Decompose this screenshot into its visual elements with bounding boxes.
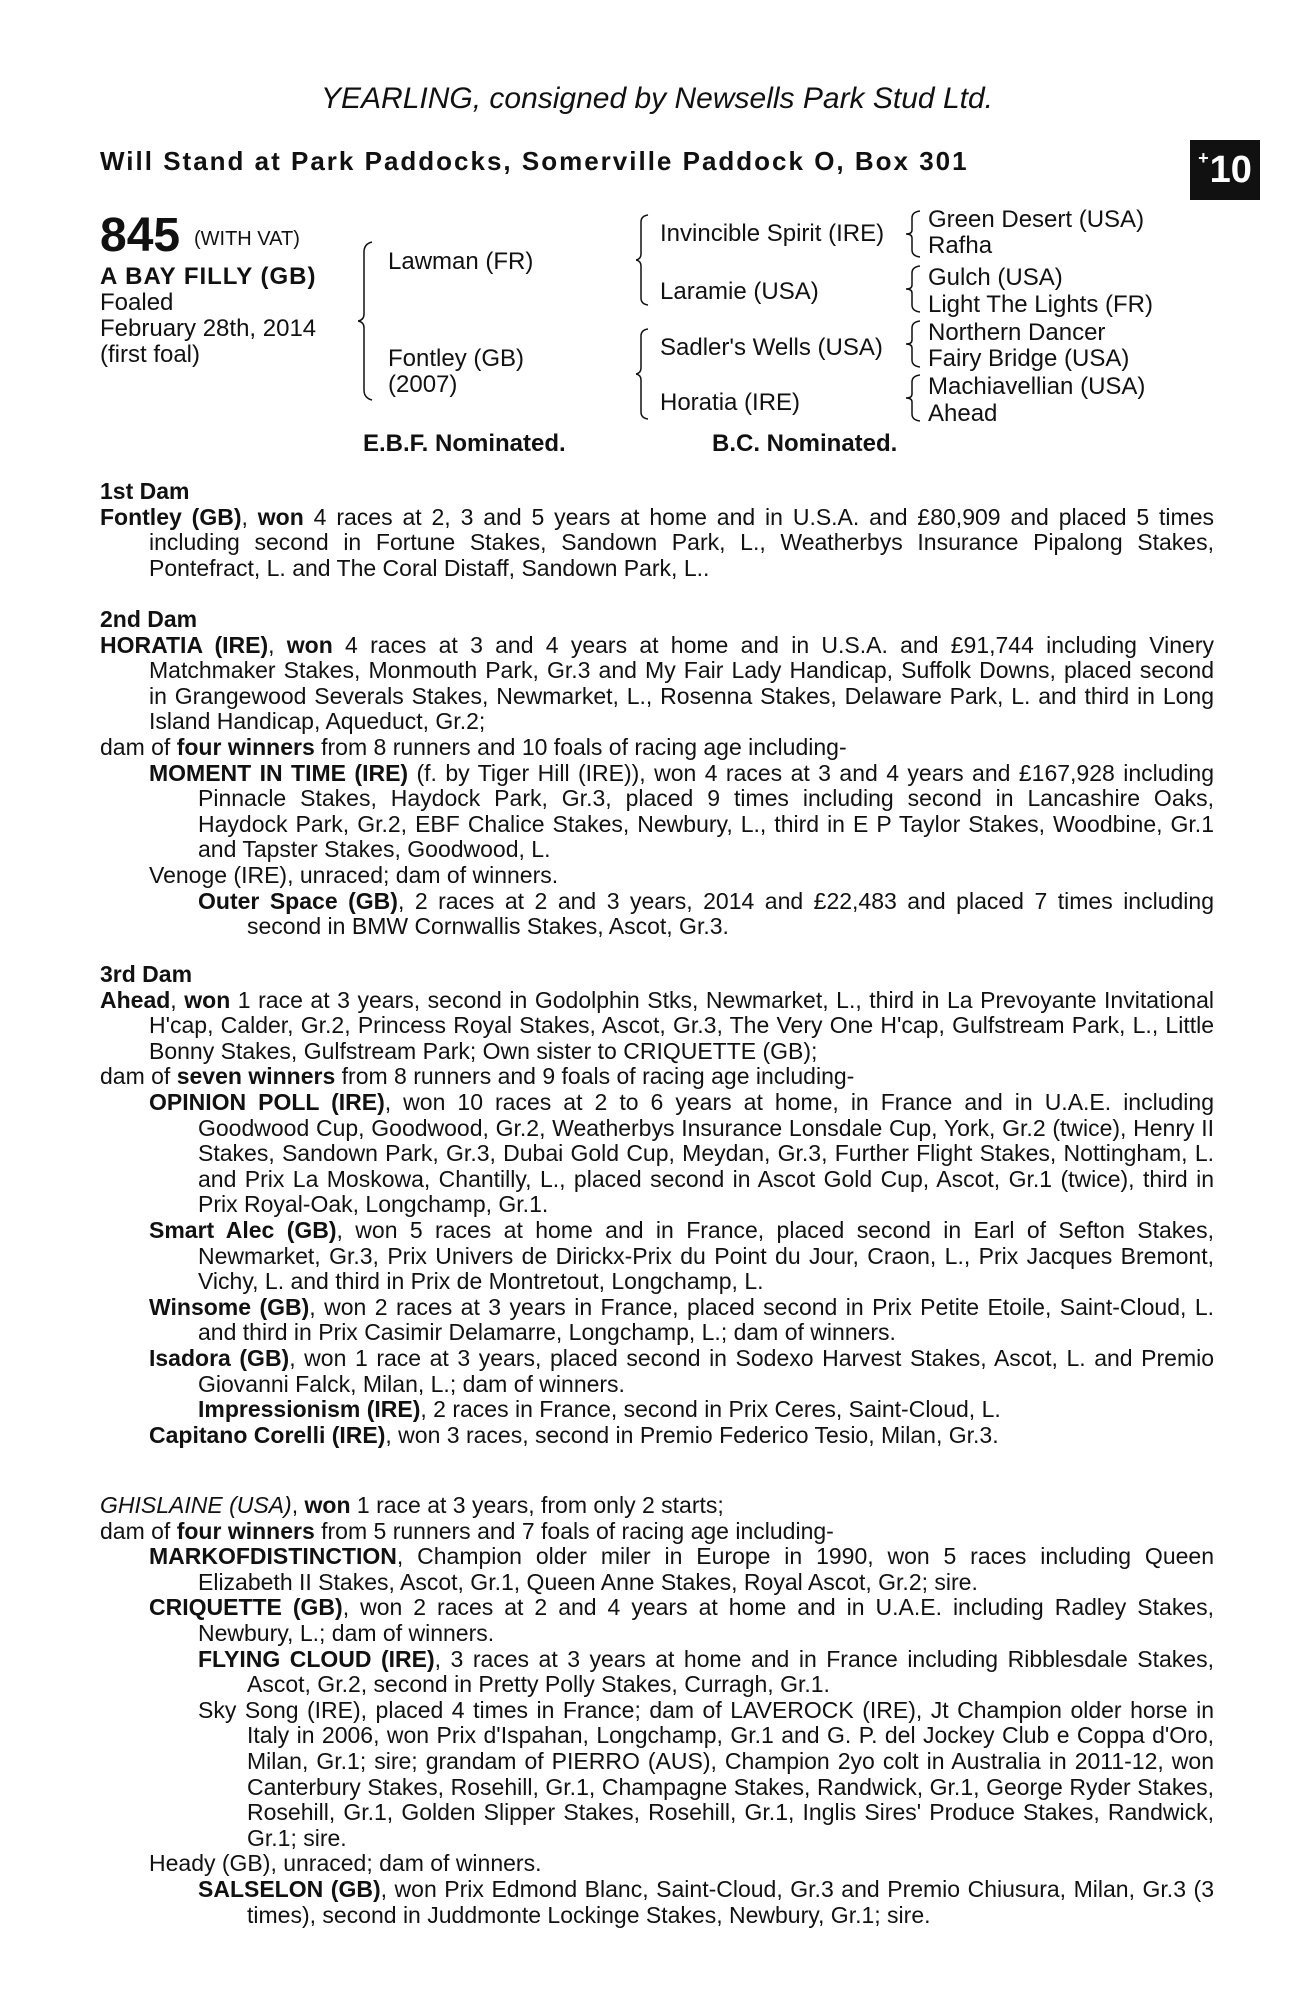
damof-post: from 8 runners and 9 foals of racing age including- xyxy=(335,1063,855,1090)
first-dam-name: Fontley (GB) xyxy=(100,503,242,530)
damof-pre: dam of xyxy=(100,733,177,760)
progeny-text: , placed 4 times in France; dam of LAVEROCK (IRE), Jt Champion older horse in Italy in 2006, won Prix d'Ispahan, Longchamp, Gr.1 and G. P. del Jockey Club e Coppa d'Oro, Milan, Gr.1; sire; grandam of PIERRO (AUS), Champion 2yo colt in Australia in 2011-12, won Canterbury Stakes, Rosehill, Gr.1, Champagne Stakes, Randwick, Gr.1, George Ryder Stakes, Rosehill, Gr.1, Golden Slipper Stakes, Rosehill, Gr.1, Inglis Sires' Produce Stakes, Randwick, Gr.1; sire. xyxy=(247,1696,1214,1851)
dam-dam-dam: Ahead xyxy=(928,400,998,427)
brace-sd xyxy=(900,263,926,315)
second-dam-won: won xyxy=(286,631,333,658)
ghislaine-section xyxy=(100,1493,1214,1928)
lot-number: 845 xyxy=(100,209,181,262)
progeny-item xyxy=(100,1090,1214,1218)
progeny-name: MOMENT IN TIME (IRE) xyxy=(149,759,409,786)
bc-nominated: B.C. Nominated. xyxy=(712,430,898,457)
brace-ss xyxy=(900,208,926,260)
third-dam-record: Ahead, won 1 race at 3 years, second in Godolphin Stks, Newmarket, L., third in La Prevoyante Invitational H'cap, Calder, Gr.2, Princess Royal Stakes, Ascot, Gr.3, The Very One H'cap, Gulfstream Park, L., Little Bonny Stakes, Gulfstream Park; Own sister to CRIQUETTE (GB); xyxy=(100,986,1215,1064)
progeny-text: , unraced; dam of winners. xyxy=(270,1850,542,1877)
progeny-item xyxy=(100,1397,1214,1423)
progeny-text: , 3 races at 3 years at home and in France including Ribblesdale Stakes, Ascot, Gr.2, second in Pretty Polly Stakes, Curragh, Gr.1. xyxy=(247,1645,1214,1698)
progeny-item xyxy=(100,1851,1214,1877)
progeny-item xyxy=(100,1647,1214,1698)
progeny-text: , won 1 race at 3 years, placed second in Sodexo Harvest Stakes, Ascot, L. and Premio Giovanni Falck, Milan, L.; dam of winners. xyxy=(198,1344,1215,1397)
third-dam-name: Ahead xyxy=(100,986,171,1013)
sire-sire: Invincible Spirit (IRE) xyxy=(660,220,885,247)
lot-vat: (WITH VAT) xyxy=(194,228,300,250)
dam-brace xyxy=(636,326,656,421)
progeny-name: Venoge (IRE) xyxy=(149,861,288,888)
progeny-item xyxy=(100,1877,1214,1928)
dam-name: Fontley (GB) xyxy=(388,345,525,372)
sire-sire-sire: Green Desert (USA) xyxy=(928,206,1145,233)
sire-name: Lawman (FR) xyxy=(388,248,534,275)
lot-note: (first foal) xyxy=(100,341,201,368)
second-dam-heading: 2nd Dam xyxy=(100,606,198,632)
second-dam-section xyxy=(100,607,1214,940)
progeny-name: Outer Space (GB) xyxy=(198,887,398,914)
ghislaine-name: GHISLAINE (USA) xyxy=(100,1492,292,1518)
damof-winners: seven winners xyxy=(176,1063,336,1090)
progeny-text: , unraced; dam of winners. xyxy=(287,861,559,888)
progeny-item xyxy=(100,863,1214,889)
first-dam-section xyxy=(100,479,1214,581)
progeny-item xyxy=(100,1218,1214,1295)
damof-post: from 8 runners and 10 foals of racing age including- xyxy=(314,733,847,760)
ghislaine-record: GHISLAINE (USA), won 1 race at 3 years, from only 2 starts; xyxy=(100,1492,724,1518)
damof-winners: four winners xyxy=(176,1517,315,1544)
first-dam-record: Fontley (GB), won 4 races at 2, 3 and 5 years at home and in U.S.A. and £80,909 and placed 5 times including second in Fortune Stakes, Sandown Park, L., Weatherbys Insurance Pipalong Stakes, Pontefract, L. and The Coral Distaff, Sandown Park, L.. xyxy=(100,503,1214,581)
progeny-text: (f. by Tiger Hill (IRE)), won 4 races at 3 and 4 years and £167,928 including Pinnacle Stakes, Haydock Park, Gr.3, placed 9 times including second in Lancashire Oaks, Haydock Park, Gr.2, EBF Chalice Stakes, Newbury, L., third in E P Taylor Stakes, Woodbine, Gr.1 and Tapster Stakes, Goodwood, L. xyxy=(198,759,1214,863)
progeny-item xyxy=(100,1295,1214,1346)
progeny-name: MARKOFDISTINCTION xyxy=(149,1543,397,1570)
progeny-name: Smart Alec (GB) xyxy=(149,1216,337,1243)
barn-badge xyxy=(1190,140,1260,200)
ghislaine-text: 1 race at 3 years, from only 2 starts; xyxy=(350,1492,724,1518)
damof-pre: dam of xyxy=(100,1063,177,1090)
progeny-item xyxy=(100,1346,1214,1397)
second-dam-text: 4 races at 3 and 4 years at home and in U.S.A. and £91,744 including Vinery Matchmaker Stakes, Monmouth Park, Gr.3 and My Fair Lady Handicap, Suffolk Downs, placed second in Grangewood Severals Stakes, Newmarket, L., Rosenna Stakes, Delaware Park, L. and third in Long Island Handicap, Aqueduct, Gr.2; xyxy=(149,631,1214,735)
progeny-item xyxy=(100,1595,1214,1646)
second-dam-name: HORATIA (IRE) xyxy=(100,631,269,658)
third-dam-heading: 3rd Dam xyxy=(100,961,193,987)
progeny-name: Heady (GB) xyxy=(149,1850,271,1877)
progeny-text: , won 2 races at 2 and 4 years at home and in U.A.E. including Radley Stakes, Newbury, L.; dam of winners. xyxy=(198,1594,1214,1646)
third-dam-text: 1 race at 3 years, second in Godolphin Stks, Newmarket, L., third in La Prevoyante Invitational H'cap, Calder, Gr.2, Princess Royal Stakes, Ascot, Gr.3, The Very One H'cap, Gulfstream Park, L., Little Bonny Stakes, Gulfstream Park; Own sister to CRIQUETTE (GB); xyxy=(149,986,1215,1064)
sire-sire-dam: Rafha xyxy=(928,232,993,259)
progeny-text: , 2 races at 2 and 3 years, 2014 and £22,483 and placed 7 times including second in BMW Cornwallis Stakes, Ascot, Gr.3. xyxy=(247,887,1214,940)
third-dam-won: won xyxy=(184,986,231,1013)
dam-dam-sire: Machiavellian (USA) xyxy=(928,373,1146,400)
progeny-text: , 2 races in France, second in Prix Ceres, Saint-Cloud, L. xyxy=(420,1396,1001,1423)
progeny-name: Winsome (GB) xyxy=(149,1293,310,1320)
brace-ds xyxy=(900,318,926,370)
progeny-text: , won 3 races, second in Premio Federico Tesio, Milan, Gr.3. xyxy=(385,1421,999,1448)
ghislaine-damof xyxy=(100,1519,1214,1545)
progeny-name: Impressionism (IRE) xyxy=(198,1396,421,1423)
badge-value: 10 xyxy=(1209,148,1252,191)
sire-dam-dam: Light The Lights (FR) xyxy=(928,291,1153,318)
lot-title: A BAY FILLY (GB) xyxy=(100,263,317,290)
foaled-date: February 28th, 2014 xyxy=(100,315,317,342)
progeny-name: CRIQUETTE (GB) xyxy=(149,1594,343,1621)
stall-location: Will Stand at Park Paddocks, Somerville Paddock O, Box 301 xyxy=(100,146,969,176)
dam-sire-sire: Northern Dancer xyxy=(928,319,1106,346)
progeny-text: , won 2 races at 3 years in France, placed second in Prix Petite Etoile, Saint-Cloud, L. and third in Prix Casimir Delamarre, Longchamp, L.; dam of winners. xyxy=(198,1293,1214,1346)
dam-sire-dam: Fairy Bridge (USA) xyxy=(928,345,1130,372)
second-dam-damof xyxy=(100,735,1214,761)
progeny-name: Sky Song (IRE) xyxy=(198,1696,361,1723)
first-dam-text: 4 races at 2, 3 and 5 years at home and in U.S.A. and £80,909 and placed 5 times including second in Fortune Stakes, Sandown Park, L., Weatherbys Insurance Pipalong Stakes, Pontefract, L. and The Coral Distaff, Sandown Park, L.. xyxy=(149,503,1214,581)
foaled-label: Foaled xyxy=(100,289,174,316)
third-dam-section xyxy=(100,962,1214,1448)
sire-dam-brace xyxy=(358,238,382,403)
third-dam-damof xyxy=(100,1064,1214,1090)
progeny-item xyxy=(100,761,1214,863)
first-dam-won: won xyxy=(257,503,304,530)
progeny-item xyxy=(100,1698,1214,1852)
progeny-text: , won 5 races at home and in France, placed second in Earl of Sefton Stakes, Newmarket, Gr.3, Prix Univers de Dirickx-Prix du Point du Jour, Craon, L., Prix Jacques Bremont, Vichy, L. and third in Prix de Montretout, Longchamp, L. xyxy=(198,1216,1214,1295)
consignor-line: YEARLING, consigned by Newsells Park Stud Ltd. xyxy=(321,82,993,115)
progeny-item xyxy=(100,1423,1214,1449)
progeny-text: , won 10 races at 2 to 6 years at home, in France and in U.A.E. including Goodwood Cup, Goodwood, Gr.2, Weatherbys Insurance Lonsdale Cup, York, Gr.2 (twice), Henry II Stakes, Sandown Park, Gr.3, Dubai Gold Cup, Meydan, Gr.3, Further Flight Stakes, Nottingham, L. and Prix La Moskowa, Chantilly, L., placed second in Ascot Gold Cup, Ascot, Gr.1 (twice), third in Prix Royal-Oak, Longchamp, Gr.1. xyxy=(198,1088,1214,1218)
ebf-nominated: E.B.F. Nominated. xyxy=(363,430,566,457)
progeny-text: , won Prix Edmond Blanc, Saint-Cloud, Gr.3 and Premio Chiusura, Milan, Gr.3 (3 times), second in Juddmonte Lockinge Stakes, Newbury, Gr.1; sire. xyxy=(247,1875,1214,1928)
progeny-item xyxy=(100,889,1214,940)
brace-dd xyxy=(900,372,926,424)
damof-winners: four winners xyxy=(176,733,315,760)
dam-year: (2007) xyxy=(388,371,458,398)
dam-sire: Sadler's Wells (USA) xyxy=(660,334,883,361)
progeny-name: FLYING CLOUD (IRE) xyxy=(198,1645,435,1672)
damof-post: from 5 runners and 7 foals of racing age including- xyxy=(314,1517,834,1544)
dam-dam: Horatia (IRE) xyxy=(660,389,801,416)
progeny-name: Capitano Corelli (IRE) xyxy=(149,1421,386,1448)
damof-pre: dam of xyxy=(100,1517,177,1544)
progeny-name: SALSELON (GB) xyxy=(198,1875,381,1902)
progeny-item xyxy=(100,1544,1214,1595)
progeny-text: , Champion older miler in Europe in 1990, won 5 races including Queen Elizabeth II Stakes, Ascot, Gr.1, Queen Anne Stakes, Royal Ascot, Gr.2; sire. xyxy=(198,1543,1214,1595)
progeny-name: Isadora (GB) xyxy=(149,1344,290,1371)
ghislaine-won: won xyxy=(304,1492,351,1518)
sire-dam-sire: Gulch (USA) xyxy=(928,264,1063,291)
sire-dam: Laramie (USA) xyxy=(660,278,819,305)
progeny-name: OPINION POLL (IRE) xyxy=(149,1088,385,1115)
lot-details xyxy=(100,264,316,368)
second-dam-record: HORATIA (IRE), won 4 races at 3 and 4 years at home and in U.S.A. and £91,744 including Vinery Matchmaker Stakes, Monmouth Park, Gr.3 and My Fair Lady Handicap, Suffolk Downs, placed second in Grangewood Severals Stakes, Newmarket, L., Rosenna Stakes, Delaware Park, L. and third in Long Island Handicap, Aqueduct, Gr.2; xyxy=(100,631,1214,735)
sire-brace xyxy=(636,212,656,307)
badge-plus: + xyxy=(1198,147,1209,168)
first-dam-heading: 1st Dam xyxy=(100,478,190,504)
